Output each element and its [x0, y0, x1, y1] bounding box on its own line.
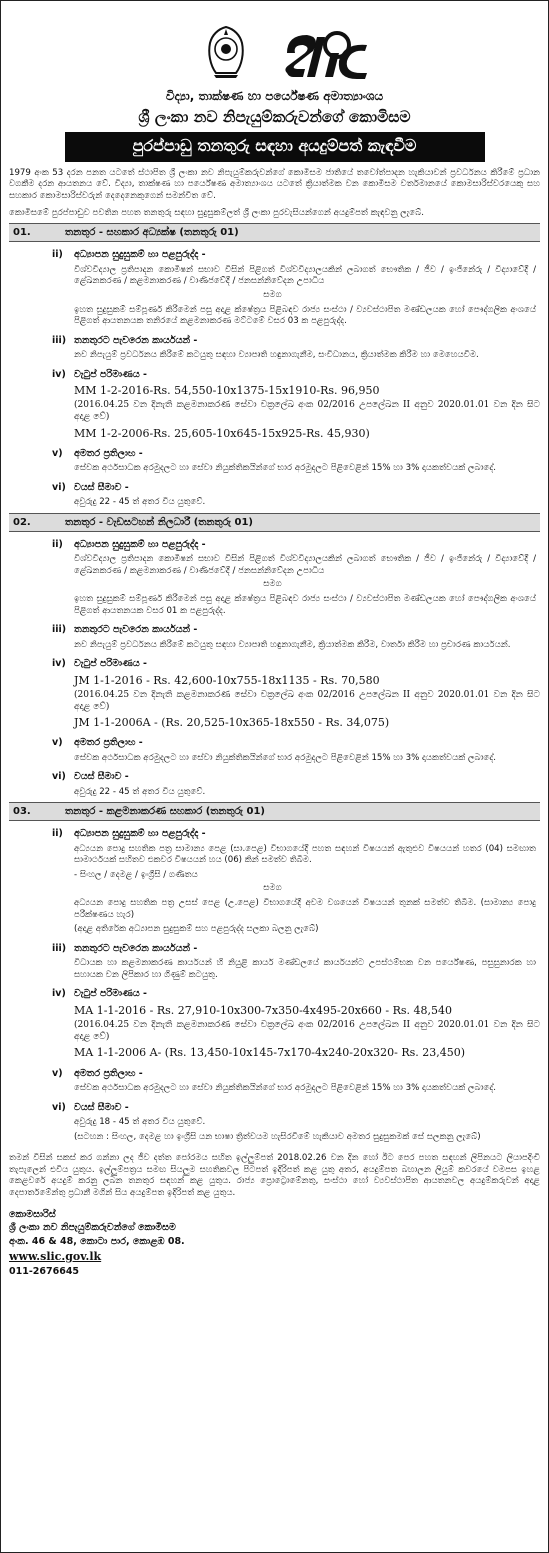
item-text: විශ්වවිද්‍යාල ප්‍රතිපාදන කොමිෂන් සභාව විසින් පිළිගත් විශ්වවිද්‍යාලයකින් ලබාගත් භෞතික / ජීව / ඉංජිනේරු / විද්‍යාවේදී / ළේඛනකරණ / කළමනාකරණ / වාණිජවේදී / ජනසන්නිවේදන උපාධිය	[74, 264, 536, 287]
website-link[interactable]: www.slic.gov.lk	[9, 1249, 102, 1263]
item-number: iv)	[52, 988, 66, 1000]
salary-scale: MM 1-2-2016-Rs. 54,550-10x1375-15x1910-Rs. 96,950	[74, 384, 380, 398]
section-number: 01.	[13, 227, 31, 239]
sub-heading	[9, 988, 540, 1000]
contact-block	[9, 1208, 540, 1279]
position-section-3	[9, 802, 540, 1143]
item-heading: අධ්‍යාපන සුදුසුකම් හා පළපුරුද්ද -	[74, 828, 206, 840]
item-heading: වැටුප් පරිමාණය -	[74, 658, 147, 670]
salary-scale: JM 1-1-2016 - Rs. 42,600-10x755-18x1135 - Rs. 70,580	[74, 673, 380, 687]
salary-scale: MA 1-1-2016 - Rs. 27,910-10x300-7x350-4x495-20x660 - Rs. 48,540	[74, 1003, 453, 1017]
application-instructions: තමන් විසින් සකස් කර ගන්නා ලද ජීව දත්ත පෝරමය සහිත ඉල්ලුම්පත් 2018.02.26 වන දින හෝ ඊට පෙර පහත සඳහන් ලිපිනයට ලියාපදිංචි තැපැලෙන් එවිය යුතුය. ඉල්ලුම්පත්‍රය සමඟ සියලුම සහතිකවල පිටපත් ඉදිරිපත් කළ යුතු අතර, අයදුම්පත බහාලන ලියුම් කවරයේ වමපස ඉහළ කෙළවරේ අයදුම් කරනු ලබන තනතුර සඳහන් කළ යුතුය. රාජ්‍ය ප්‍රොට්‍රොමේනතු, සංස්ථා හෝ ව්‍යවස්ථාපිත ආයතනවල අයදුම්කරුවන් අදාළ දෙපාර්තමේන්තු ප්‍රධානී මගින් සිය අයදුම්පත ඉදිරිපත් කළ යුතුය.	[9, 1153, 541, 1198]
signatory-title: කොමසාරිස්	[9, 1208, 56, 1220]
sub-heading	[9, 828, 540, 840]
item-note: (අදාළ අතිරේක අධ්‍යාපන සුදුසුකම් සහ පළපුරුද්ද සලකා බලනු ලැබේ)	[74, 924, 319, 935]
item-text: අවුරුදු 18 - 45 ත් අතර විය යුතුවේ.	[74, 1116, 206, 1127]
salary-note: (2016.04.25 වන දිනැති කළමනාකරණ සේවා චක්‍රලේඛ අංක 02/2016 උපලේඛන II අනුව 2020.01.01 වන දින සිට අදාළ වේ)	[74, 689, 540, 712]
item-heading: වයස් සීමාව -	[74, 771, 129, 783]
item-heading: අමතර ප්‍රතිලාභ -	[74, 448, 143, 460]
section-number: 02.	[13, 516, 31, 528]
logo-row	[9, 1, 540, 87]
item-number: iv)	[52, 368, 66, 380]
item-text: අවුරුදු 22 - 45 ත් අතර විය යුතුවේ.	[74, 497, 206, 508]
item-heading: වැටුප් පරිමාණය -	[74, 368, 147, 380]
section-title: තනතුර - කළමනාකරණ සහකාර (තනතුරු 01)	[65, 806, 265, 818]
sub-heading	[9, 737, 540, 749]
item-text: සේවක අර්ථසාධක අරමුදලට හා සේවා නියුක්තිකයින්ගේ භාර අරමුදලට පිළිවෙළින් 15% හා 3% දායකත්වයක් ලබාදේ.	[74, 752, 496, 763]
sub-heading	[9, 1068, 540, 1080]
item-heading: තනතුරට පැවරෙන කාර්යයන් -	[74, 624, 198, 636]
item-heading: තනතුරට පැවරෙන කාර්යයන් -	[74, 942, 198, 954]
section-number: 03.	[13, 806, 31, 818]
item-heading: තනතුරට පැවරෙන කාර්යයන් -	[74, 334, 198, 346]
salary-scale-old: MM 1-2-2006-Rs. 25,605-10x645-15x925-Rs. 45,930)	[74, 426, 370, 440]
intro-invitation: කොමිසමේ පුරප්පාඩුව පවතින පහත තනතුරු සඳහා සුදුසුකම්ලත් ශ්‍රී ලංකා පුරවැසියන්ගෙන් අයදුම්පත් කැඳවනු ලැබේ.	[9, 208, 424, 219]
section-header	[9, 513, 540, 532]
item-number: ii)	[52, 828, 63, 840]
position-section-2	[9, 513, 540, 798]
joiner-text: සමග	[263, 290, 282, 301]
item-text: ඉහත සුදුසුකම් සම්පූර්ණ කිරීමෙන් පසු අදාළ ක්ෂේත්‍රය පිළිබඳව රාජ්‍ය සංස්ථා / ව්‍යවස්ථාපිත මණ්ඩලයක හෝ පෞද්ගලික අංශයේ පිළිගත් ආයතනයක තනිරයේ කළමනාකරණ මට්ටමේ වසර 03 ක පළපුරුද්ද.	[74, 304, 536, 327]
subject-list: - සිංහල / දෙමළ / ඉංග්‍රීසි / ගණිතය	[74, 869, 198, 880]
sub-heading	[9, 943, 540, 955]
item-note: (සටහන : සිංහල, දෙමළ හා ඉංග්‍රීසි යන භාෂා ත්‍රිත්වයම හැසිරවීමේ හැකියාව අමතර සුදුසුකමක් සේ සලකනු ලැබේ)	[74, 1131, 481, 1142]
vacancy-banner: පුරප්පාඩු තනතුරු සඳහා අයදුම්පත් කැඳවීම	[65, 132, 485, 162]
item-number: vi)	[52, 481, 66, 493]
section-title: තනතුර - වැඩසටහන් නිලධාරී (තනතුරු 01)	[65, 516, 253, 528]
intro-paragraph: 1979 අංක 53 දරන පනත යටතේ ස්ථාපිත ශ්‍රී ලංකා නව නිපැයුම්කරුවන්ගේ කොමිසම ජාතියේ තවෝත්පාදන හැකියාවන් ප්‍රවර්ධනය කිරීමේ ප්‍රධාන වගකීම දරන ආයතනය වේ. විද්‍යා, තාක්ෂණ හා පර්යේෂණ අමාත්‍යාංශය යටතේ ක්‍රියාත්මක වන කොමිසම වර්තමානයේ කොමසාරිස්වරයෙකු සහ සහකාර කොමසාරිස්වරුන් දෙදෙනෙකුගෙන් සමන්විත වේ.	[9, 167, 540, 201]
item-text: නව නිපැයුම් ප්‍රවර්ධනය කිරීමේ කටයුතු සඳහා ව්‍යාපෘති හඳුනාගැනීම, ක්‍රියාත්මක කිරීම, වාර්තා කිරීම හා ප්‍රචාරණ කාර්යයන්.	[74, 639, 511, 650]
item-text: අධ්‍යයන පොදු සහතික පත්‍ර උසස් පෙළ (උ.පෙළ) විභාගයේදී අවම වශයෙන් විෂයයන් තුනක් සමත්ව තිබීම. (සාමාන්‍ය පොදු පරීක්ෂණය හැර)	[74, 898, 536, 920]
sub-heading	[9, 539, 540, 551]
sub-heading	[9, 771, 540, 783]
slic-logo-icon	[281, 23, 371, 81]
item-heading: වයස් සීමාව -	[74, 1101, 129, 1113]
sub-heading	[9, 369, 540, 381]
item-heading: අමතර ප්‍රතිලාභ -	[74, 1067, 143, 1079]
salary-note: (2016.04.25 වන දිනැති කළමනාකරණ සේවා චක්‍රලේඛ අංක 02/2016 උපලේඛන II අනුව 2020.01.01 වන දින සිට අදාළ වේ)	[74, 1020, 540, 1042]
sub-heading	[9, 624, 540, 636]
sub-heading	[9, 1102, 540, 1114]
salary-scale-old: JM 1-1-2006A - (Rs. 20,525-10x365-18x550 - Rs. 34,075)	[74, 716, 390, 730]
item-text: විධායක හා කළමනාකරණ කාර්යයන් හි නියුළි කාර්ය මණ්ඩලයේ කාර්යයන්ට උපස්ථම්භක වන පර්යේෂණ, පසුසුනාරක හා සහායක වන ලිපිකාර හා ගිණුම් කටයුතු.	[74, 958, 536, 980]
item-number: iii)	[52, 334, 67, 346]
section-title: තනතුර - සහකාර අධ්‍යක්ෂ (තනතුරු 01)	[65, 227, 239, 239]
section-header	[9, 802, 540, 821]
item-text: විශ්වවිද්‍යාල ප්‍රතිපාදන කොමිෂන් සභාව විසින් පිළිගත් විශ්වවිද්‍යාලයකින් ලබාගත් භෞතික / ජීව / ඉංජිනේරු / විද්‍යාවේදී / ළේඛනකරණ / කළමනාකරණ / වාණිජවේදී / ජනසන්නිවේදන උපාධිය	[74, 554, 536, 576]
item-number: iii)	[52, 624, 67, 636]
salary-note: (2016.04.25 වන දිනැති කළමනාකරණ සේවා චක්‍රලේඛ අංක 02/2016 උපලේඛන II අනුව 2020.01.01 වන දින සිට අදාළ වේ)	[74, 400, 540, 423]
organization-name: ශ්‍රී ලංකා නව නිපැයුම්කරුවන්ගේ කොමිසම	[9, 1222, 176, 1234]
joiner-text: සමග	[263, 883, 282, 894]
item-text: අධ්‍යයන පොදු සහතික පත්‍ර සාමාන්‍ය පෙළ (සා.පෙළ) විභාගයේදී පහත සඳහන් විෂයයන් ඇතුළුව විෂයයන් හතර (04) සමඟාත සාමාර්ථයක් සහිතව එකවර විෂයයන් හය (06) කින් සමත්ව තිබීම.	[74, 843, 536, 866]
item-heading: අමතර ප්‍රතිලාභ -	[74, 737, 143, 749]
item-number: ii)	[52, 249, 63, 261]
item-heading: වැටුප් පරිමාණය -	[74, 988, 147, 1000]
item-number: ii)	[52, 538, 63, 550]
sub-heading	[9, 448, 540, 460]
item-text: නව නිපැයුම් ප්‍රවර්ධනය කිරීමේ කටයුතු සඳහා ව්‍යාපෘති හඳුනාගැනීම, සංවිධානය, ක්‍රියාත්මක කිරීම හා මෙහෙයවීම.	[74, 350, 479, 361]
address: අංක. 46 & 48, කොටා පාර, කොළඹ 08.	[9, 1236, 185, 1248]
item-heading: වයස් සීමාව -	[74, 481, 129, 493]
commission-name: ශ්‍රී ලංකා නව නිපැයුම්කරුවන්ගේ කොමිසම	[138, 107, 411, 126]
phone-number: 011-2676645	[9, 1265, 80, 1277]
item-number: v)	[52, 448, 63, 460]
item-number: v)	[52, 737, 63, 749]
sub-heading	[9, 249, 540, 261]
item-text: ඉහත සුදුසුකම් සම්පූර්ණ කිරීමෙන් පසු අදාළ ක්ෂේත්‍රය පිළිබඳව රාජ්‍ය සංස්ථා / ව්‍යවස්ථාපිත මණ්ඩලයක හෝ පෞද්ගලික අංශයේ පිළිගත් ආයතනයක වසර 01 ක පළපුරුද්ද.	[74, 594, 536, 616]
salary-scale-old: MA 1-1-2006 A- (Rs. 13,450-10x145-7x170-4x240-20x320- Rs. 23,450)	[74, 1046, 466, 1060]
position-section-1	[9, 223, 540, 508]
sub-heading	[9, 482, 540, 494]
item-text: සේවක අර්ථසාධක අරමුදලට හා සේවා නියුක්තිකයින්ගේ භාර අරමුදලට පිළිවෙළින් 15% හා 3% දායකත්වයක් ලබාදේ.	[74, 463, 496, 474]
sub-heading	[9, 335, 540, 347]
joiner-text: සමග	[263, 579, 282, 590]
sri-lanka-emblem-icon	[206, 25, 246, 79]
item-text: අවුරුදු 22 - 45 ත් අතර විය යුතුවේ.	[74, 786, 206, 797]
item-number: v)	[52, 1067, 63, 1079]
item-heading: අධ්‍යාපන සුදුසුකම් හා පළපුරුද්ද -	[74, 249, 206, 261]
item-heading: අධ්‍යාපන සුදුසුකම් හා පළපුරුද්ද -	[74, 538, 206, 550]
ministry-name: විද්‍යා, තාක්ෂණ හා පර්යේෂණ අමාත්‍යාංශය	[165, 89, 384, 103]
item-number: iv)	[52, 658, 66, 670]
item-number: iii)	[52, 942, 67, 954]
item-text: සේවක අර්ථසාධක අරමුදලට හා සේවා නියුක්තිකයින්ගේ භාර අරමුදලට පිළිවෙළින් 15% හා 3% දායකත්වයක් ලබාදේ.	[74, 1083, 496, 1094]
item-number: vi)	[52, 1101, 66, 1113]
item-number: vi)	[52, 771, 66, 783]
section-header	[9, 223, 540, 242]
sub-heading	[9, 658, 540, 670]
